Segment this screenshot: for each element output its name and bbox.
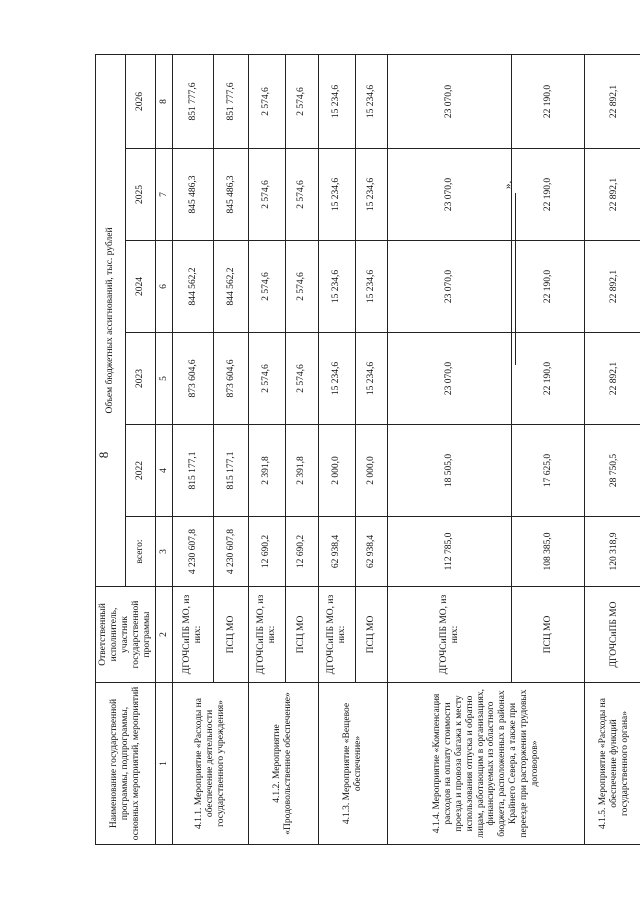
value-2023: 22 892,1 bbox=[585, 333, 640, 425]
value-2025: 23 070,0 bbox=[388, 149, 511, 241]
value-2025: 2 574,6 bbox=[285, 149, 318, 241]
value-total: 4 230 607,8 bbox=[214, 517, 249, 587]
budget-table bbox=[95, 54, 640, 845]
value-2026: 22 190,0 bbox=[511, 54, 585, 148]
value-2025: 845 486,3 bbox=[214, 149, 249, 241]
column-number: 4 bbox=[156, 425, 173, 517]
value-2026: 22 892,1 bbox=[585, 54, 640, 148]
value-2023: 23 070,0 bbox=[388, 333, 511, 425]
value-2025: 15 234,6 bbox=[355, 149, 388, 241]
value-2023: 2 574,6 bbox=[285, 333, 318, 425]
executor: ПСЦ МО bbox=[511, 587, 585, 683]
value-2024: 15 234,6 bbox=[355, 241, 388, 333]
value-2025: 845 486,3 bbox=[173, 149, 214, 241]
value-total: 12 690,2 bbox=[248, 517, 285, 587]
value-2026: 2 574,6 bbox=[248, 54, 285, 148]
table-row bbox=[585, 54, 640, 844]
value-2024: 2 574,6 bbox=[285, 241, 318, 333]
value-total: 62 938,4 bbox=[318, 517, 355, 587]
value-2024: 22 190,0 bbox=[511, 241, 585, 333]
value-2023: 15 234,6 bbox=[318, 333, 355, 425]
header-budget: Объем бюджетных ассигнований, тыс. рублей bbox=[96, 54, 126, 586]
header-year: 2024 bbox=[126, 241, 156, 333]
value-2023: 873 604,6 bbox=[173, 333, 214, 425]
executor: ПСЦ МО bbox=[285, 587, 318, 683]
header-year: 2025 bbox=[126, 149, 156, 241]
value-2022: 2 000,0 bbox=[318, 425, 355, 517]
value-2025: 15 234,6 bbox=[318, 149, 355, 241]
page-number: 8 bbox=[96, 451, 111, 459]
column-number: 8 bbox=[156, 54, 173, 148]
executor: ДГОЧСиПБ МО, из них: bbox=[248, 587, 285, 683]
value-2024: 844 562,2 bbox=[173, 241, 214, 333]
column-number: 3 bbox=[156, 517, 173, 587]
closing-mark: ». bbox=[502, 180, 514, 189]
header-total: всего: bbox=[126, 517, 156, 587]
value-2026: 2 574,6 bbox=[285, 54, 318, 148]
value-2026: 15 234,6 bbox=[318, 54, 355, 148]
executor: ПСЦ МО bbox=[355, 587, 388, 683]
activity-name: 4.1.2. Мероприятие «Продовольственное обеспечение» bbox=[248, 683, 318, 845]
closing-rule bbox=[515, 193, 516, 365]
column-number: 5 bbox=[156, 333, 173, 425]
header-year: 2022 bbox=[126, 425, 156, 517]
executor: ДГОЧСиПБ МО, из них: bbox=[173, 587, 214, 683]
closing-line bbox=[498, 175, 514, 365]
value-total: 108 385,0 bbox=[511, 517, 585, 587]
value-2023: 873 604,6 bbox=[214, 333, 249, 425]
value-2022: 2 391,8 bbox=[285, 425, 318, 517]
activity-name: 4.1.3. Мероприятие «Вещевое обеспечение» bbox=[318, 683, 388, 845]
activity-name: 4.1.1. Мероприятие «Расходы на обеспечение деятельности государственного учреждения» bbox=[173, 683, 249, 845]
executor: ДГОЧСиПБ МО bbox=[585, 587, 640, 683]
value-total: 112 785,0 bbox=[388, 517, 511, 587]
table-row bbox=[248, 54, 285, 844]
header-executor: Ответственный исполнитель, участник государственной программы bbox=[96, 587, 156, 683]
value-2022: 815 177,1 bbox=[173, 425, 214, 517]
value-2024: 844 562,2 bbox=[214, 241, 249, 333]
value-2025: 22 190,0 bbox=[511, 149, 585, 241]
value-total: 62 938,4 bbox=[355, 517, 388, 587]
activity-name: 4.1.5. Мероприятие «Расходы на обеспечение функций государственного органа» bbox=[585, 683, 640, 845]
value-2025: 22 892,1 bbox=[585, 149, 640, 241]
value-total: 120 318,9 bbox=[585, 517, 640, 587]
header-year: 2023 bbox=[126, 333, 156, 425]
column-number: 6 bbox=[156, 241, 173, 333]
value-2025: 2 574,6 bbox=[248, 149, 285, 241]
value-2022: 28 750,5 bbox=[585, 425, 640, 517]
value-2024: 22 892,1 bbox=[585, 241, 640, 333]
value-2023: 2 574,6 bbox=[248, 333, 285, 425]
table-row bbox=[388, 54, 511, 844]
value-2023: 22 190,0 bbox=[511, 333, 585, 425]
value-total: 12 690,2 bbox=[285, 517, 318, 587]
value-2022: 17 625,0 bbox=[511, 425, 585, 517]
value-2026: 851 777,6 bbox=[173, 54, 214, 148]
value-2022: 2 391,8 bbox=[248, 425, 285, 517]
value-2024: 15 234,6 bbox=[318, 241, 355, 333]
value-total: 4 230 607,8 bbox=[173, 517, 214, 587]
executor: ДГОЧСиПБ МО, из них: bbox=[388, 587, 511, 683]
value-2024: 2 574,6 bbox=[248, 241, 285, 333]
executor: ДГОЧСиПБ МО, из них: bbox=[318, 587, 355, 683]
header-year: 2026 bbox=[126, 54, 156, 148]
value-2024: 23 070,0 bbox=[388, 241, 511, 333]
table-row bbox=[173, 54, 214, 844]
table-row bbox=[318, 54, 355, 844]
value-2023: 15 234,6 bbox=[355, 333, 388, 425]
activity-name: 4.1.4. Мероприятие «Компенсация расходов на оплату стоимости проезда и провоза багажа к месту использования отпуска и обратно лицам, работающим в организациях, финансируемых из областного бюджета, расположенных в районах Крайнего Севера, а также при переезде при расторжении трудовых договоров» bbox=[388, 683, 585, 845]
rotated-table-container bbox=[95, 55, 640, 845]
executor: ПСЦ МО bbox=[214, 587, 249, 683]
value-2022: 815 177,1 bbox=[214, 425, 249, 517]
value-2026: 851 777,6 bbox=[214, 54, 249, 148]
header-name: Наименование государственной программы, подпрограммы, основных мероприятий, мероприятий bbox=[96, 683, 156, 845]
column-number: 1 bbox=[156, 683, 173, 845]
value-2026: 23 070,0 bbox=[388, 54, 511, 148]
value-2022: 2 000,0 bbox=[355, 425, 388, 517]
value-2026: 15 234,6 bbox=[355, 54, 388, 148]
column-number: 2 bbox=[156, 587, 173, 683]
column-number: 7 bbox=[156, 149, 173, 241]
value-2022: 18 505,0 bbox=[388, 425, 511, 517]
